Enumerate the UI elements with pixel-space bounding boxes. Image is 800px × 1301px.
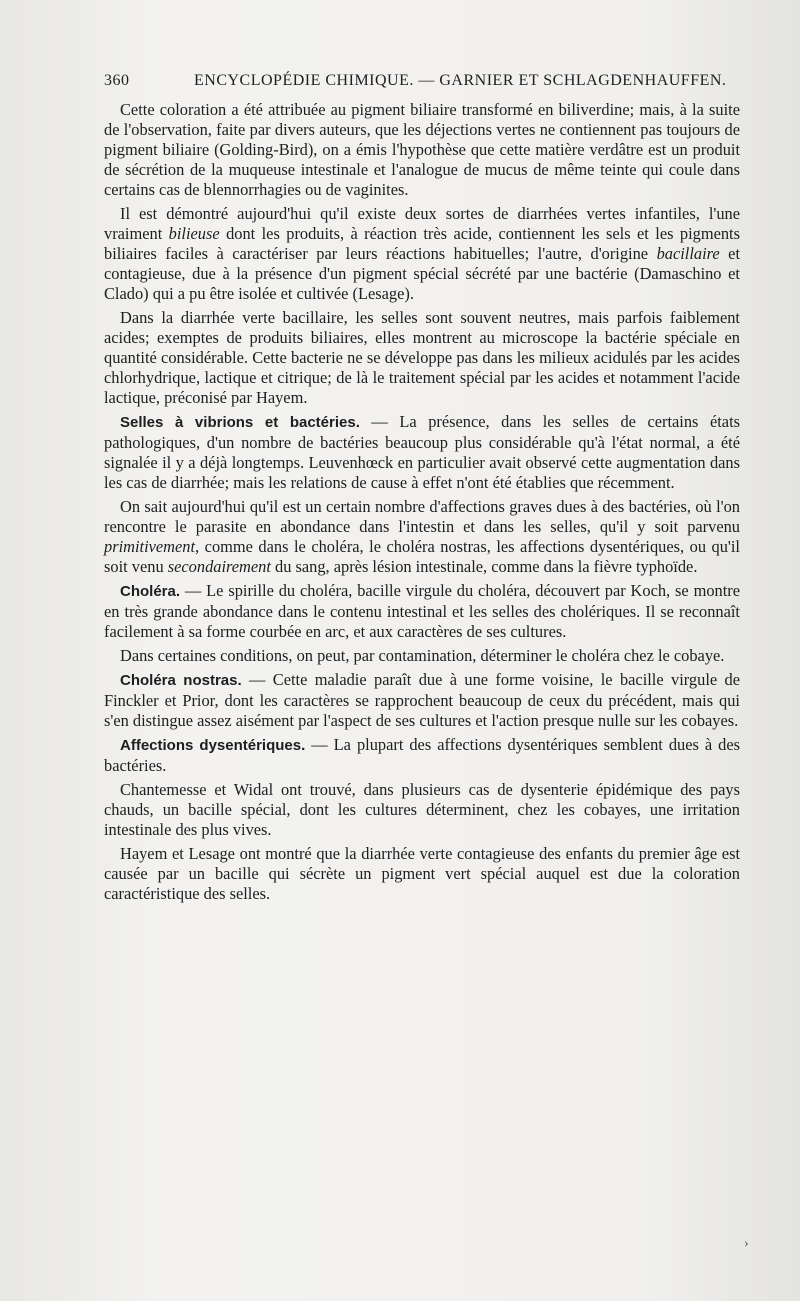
paragraph-text: Dans certaines conditions, on peut, par contamination, déterminer le choléra chez le cobaye.	[120, 646, 725, 665]
paragraph-text: — La plupart des affections dysentériques semblent dues à des bactéries.	[104, 735, 740, 775]
paragraph-text: Chantemesse et Widal ont trouvé, dans plusieurs cas de dysenterie épidémique des pays chauds, un bacille spécial, dont les cultures déterminent, chez les cobayes, une irritation intestinale des plus vives.	[104, 780, 740, 839]
paragraph-affections-graves	[104, 497, 740, 577]
paragraph-text: Hayem et Lesage ont montré que la diarrhée verte contagieuse des enfants du premier âge est causée par un bacille qui sécrète un pigment vert spécial auquel est due la coloration caractéristique des selles.	[104, 844, 740, 903]
paragraph-text: Il est démontré aujourd'hui qu'il existe deux sortes de diarrhées vertes infantiles, l'une vraiment	[104, 204, 740, 243]
paragraph-text: Dans la diarrhée verte bacillaire, les selles sont souvent neutres, mais parfois faiblement acides; exemptes de produits biliaires, elles montrent au microscope la bactérie spéciale en quantité considérable. Cette bacterie ne se développe pas dans les milieux acidulés par les acides chlorhydrique, lactique et citrique; de là le traitement spécial par les acides et notamment l'acide lactique, préconisé par Hayem.	[104, 308, 740, 407]
paragraph-cholera	[104, 581, 740, 642]
paragraph-text: , comme dans le choléra, le choléra nostras, les affections dysentériques, ou qu'il soit venu	[104, 537, 740, 576]
paragraph-diarrhees-vertes	[104, 204, 740, 304]
running-head-title: ENCYCLOPÉDIE CHIMIQUE. — GARNIER ET SCHLAGDENHAUFFEN.	[194, 72, 727, 89]
paragraph-text: Cette coloration a été attribuée au pigment biliaire transformé en biliverdine; mais, à la suite de l'observation, faite par divers auteurs, que les déjections vertes ne contiennent pas toujours de pigment biliaire (Golding-Bird), on a émis l'hypothèse que cette matière verdâtre est un produit de sécrétion de la muqueuse intestinale et l'analogue de mucus de même teinte qui coule dans certains cas de blennorrhagies ou de vaginites.	[104, 100, 740, 199]
page-number: 360	[104, 72, 130, 89]
section-heading: Affections dysentériques.	[120, 737, 306, 754]
section-heading: Choléra.	[120, 583, 181, 600]
body-text	[104, 100, 740, 908]
section-heading: Selles à vibrions et bactéries.	[120, 414, 360, 431]
paragraph-cobaye	[104, 646, 740, 666]
paragraph-biliverdine	[104, 100, 740, 200]
paragraph-hayem-lesage	[104, 844, 740, 904]
paragraph-cholera-nostras	[104, 670, 740, 731]
margin-mark: ›	[744, 1236, 749, 1251]
italic-term: secondairement	[167, 557, 271, 576]
paragraph-text: On sait aujourd'hui qu'il est un certain nombre d'affections graves dues à des bactéries, où l'on rencontre le parasite en abondance dans l'intestin et dans les selles, qu'il y soit parvenu	[104, 497, 740, 536]
paragraph-text: — La présence, dans les selles de certains états pathologiques, d'un nombre de bactéries beaucoup plus considérable qu'à l'état normal, a été signalée il y a déjà longtemps. Leuvenhœck en particulier avait observé cette augmentation dans les cas de diarrhée; mais les relations de cause à effet n'ont été établies que récemment.	[104, 412, 741, 492]
paragraph-text: et contagieuse, due à la présence d'un pigment spécial sécrété par une bactérie (Damaschino et Clado) qui a pu être isolée et cultivée (Lesage).	[104, 244, 740, 303]
italic-term: primitivement	[104, 537, 196, 556]
paragraph-chantemesse-widal	[104, 780, 740, 840]
italic-term: bilieuse	[168, 224, 220, 243]
paragraph-affections-dysenteriques	[104, 735, 740, 776]
paragraph-text: dont les produits, à réaction très acide, contiennent les sels et les pigments biliaires faciles à caractériser par leurs réactions habituelles; l'autre, d'origine	[104, 224, 740, 263]
section-heading: Choléra nostras.	[120, 672, 242, 689]
paragraph-selles-vibrions	[104, 412, 740, 493]
running-head	[104, 72, 727, 92]
italic-term: bacillaire	[656, 244, 720, 263]
paragraph-text: — Le spirille du choléra, bacille virgule du choléra, découvert par Koch, se montre en très grande abondance dans le contenu intestinal et les selles des cholériques. Il se reconnaît facilement à sa forme courbée en arc, et aux caractères de ses cultures.	[104, 581, 740, 641]
paragraph-diarrhee-bacillaire	[104, 308, 740, 408]
paragraph-text: — Cette maladie paraît due à une forme voisine, le bacille virgule de Finckler et Prior, dont les caractères se rapprochent beaucoup de ceux du précédent, mais qui s'en distingue assez aisément par l'aspect de ses cultures et l'action presque nulle sur les cobayes.	[104, 670, 740, 730]
paragraph-text: du sang, après lésion intestinale, comme dans la fièvre typhoïde.	[270, 557, 698, 576]
